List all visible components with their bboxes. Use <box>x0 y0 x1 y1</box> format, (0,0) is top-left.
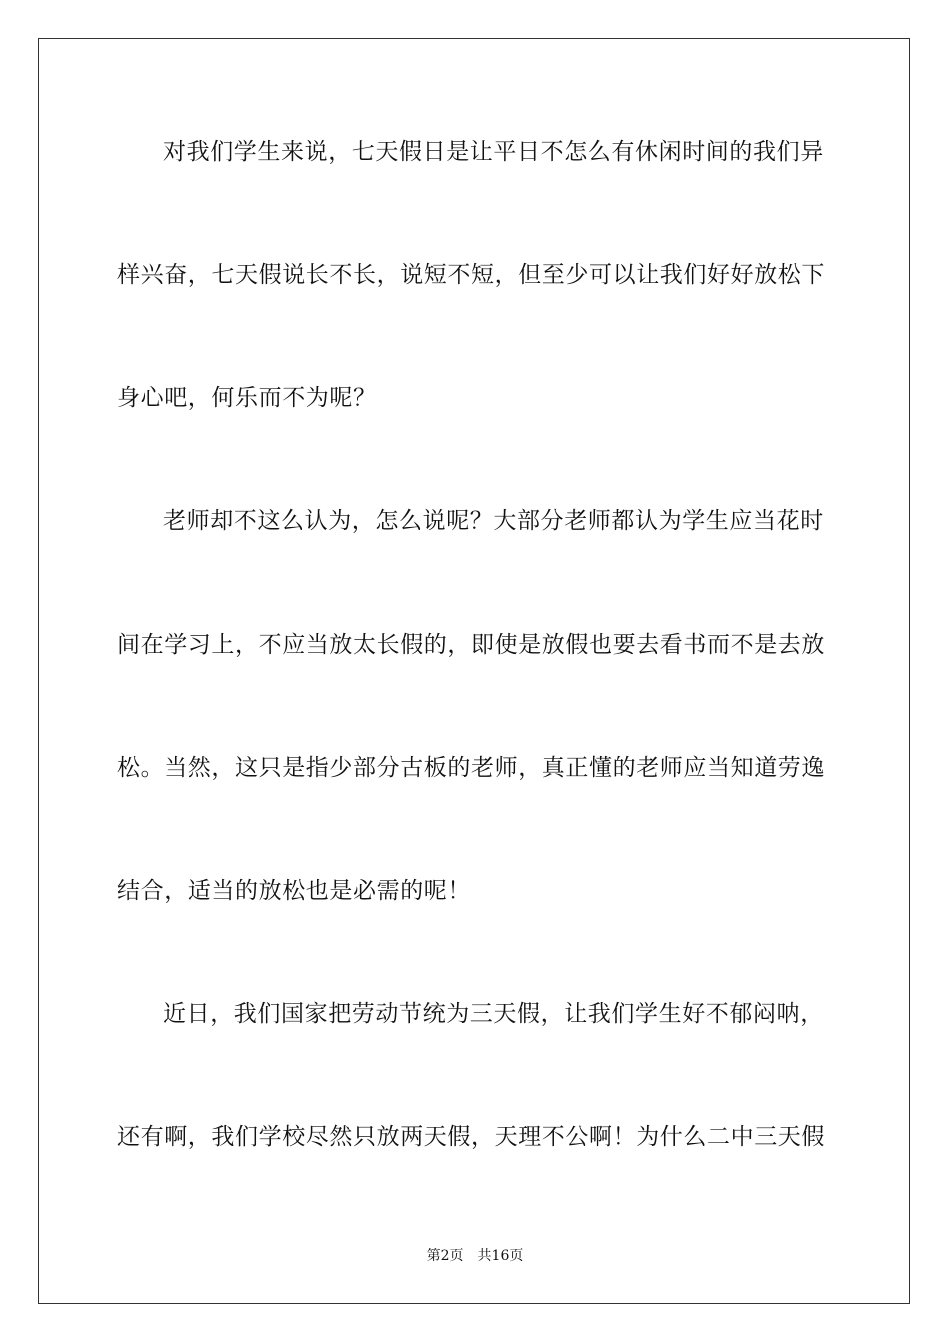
paragraph-2-line-3: 松。当然，这只是指少部分古板的老师，真正懂的老师应当知道劳逸 <box>117 755 825 781</box>
paragraph-2-line-4: 结合，适当的放松也是必需的呢！ <box>117 878 471 904</box>
paragraph-1-line-2: 样兴奋，七天假说长不长，说短不短，但至少可以让我们好好放松下 <box>117 262 825 288</box>
paragraph-2-line-1: 老师却不这么认为，怎么说呢？大部分老师都认为学生应当花时 <box>163 508 824 534</box>
page-total: 共16页 <box>477 1248 524 1264</box>
paragraph-1-line-1: 对我们学生来说，七天假日是让平日不怎么有休闲时间的我们异 <box>163 139 824 165</box>
paragraph-2-line-2: 间在学习上，不应当放太长假的，即使是放假也要去看书而不是去放 <box>117 632 825 658</box>
page-border <box>38 38 910 1304</box>
page-footer <box>0 1247 950 1265</box>
paragraph-1-line-3: 身心吧，何乐而不为呢？ <box>117 385 377 411</box>
paragraph-3-line-1: 近日，我们国家把劳动节统为三天假，让我们学生好不郁闷呐， <box>163 1001 824 1027</box>
paragraph-3-line-2: 还有啊，我们学校尽然只放两天假，天理不公啊！为什么二中三天假 <box>117 1124 825 1150</box>
page-number: 第2页 <box>426 1248 464 1264</box>
